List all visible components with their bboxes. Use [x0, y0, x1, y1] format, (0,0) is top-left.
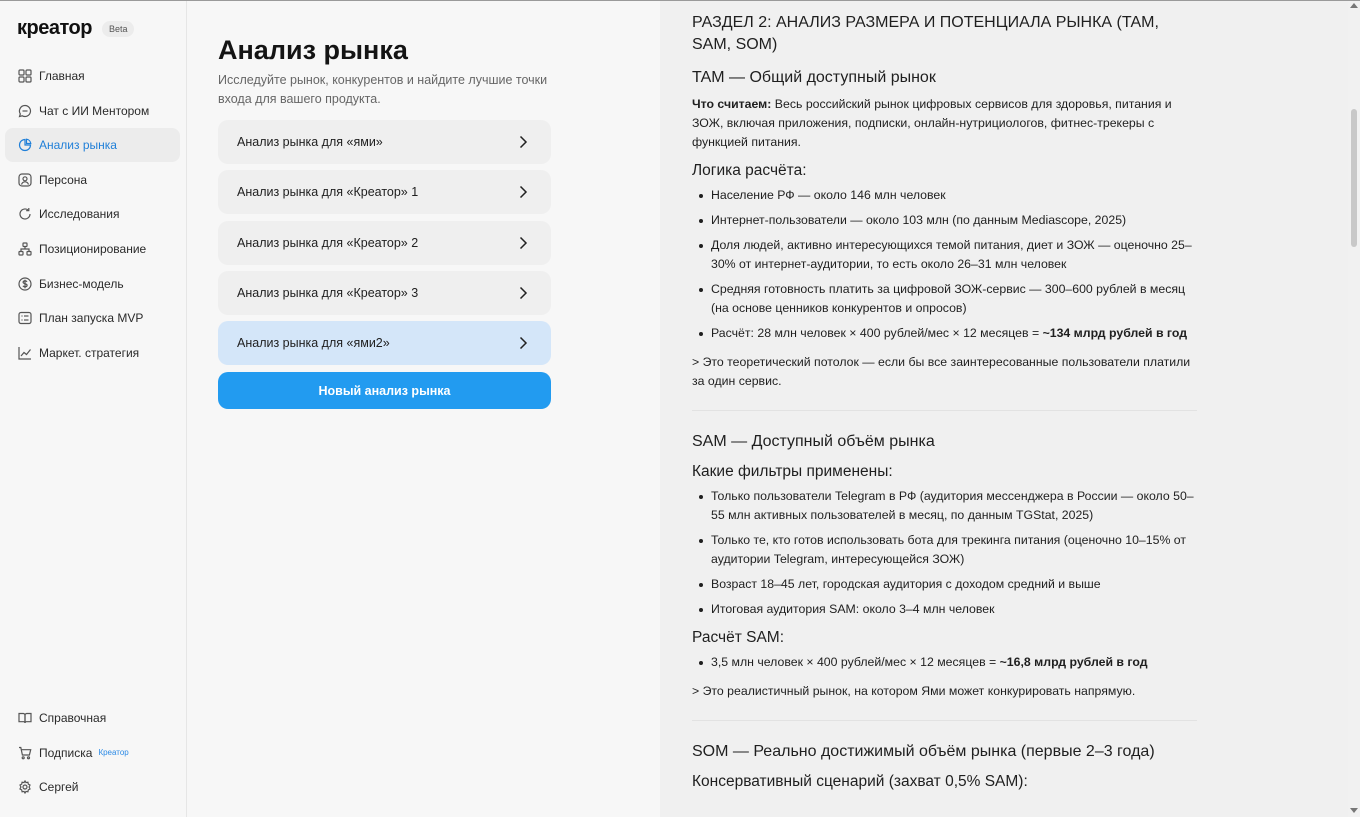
chevron-right-icon	[517, 236, 529, 250]
sidebar-item-positioning[interactable]	[5, 232, 180, 266]
sidebar-item-marketing-strategy[interactable]	[5, 336, 180, 370]
divider	[692, 720, 1197, 721]
tam-logic-heading: Логика расчёта:	[692, 162, 807, 179]
sidebar-item-business-model[interactable]	[5, 267, 180, 301]
tam-what-text: Весь российский рынок цифровых сервисов для здоровья, питания и ЗОЖ, включая приложения, подписки, онлайн-нутрициологов, фитнес-трекеры с функцией питания.	[692, 97, 1172, 149]
tam-what-label: Что считаем:	[692, 97, 772, 111]
sidebar-item-mvp-plan[interactable]	[5, 301, 180, 335]
page-subtitle: Исследуйте рынок, конкурентов и найдите лучшие точки входа для вашего продукта.	[218, 73, 548, 106]
divider	[692, 410, 1197, 411]
analysis-card[interactable]	[218, 170, 551, 214]
new-analysis-button[interactable]: Новый анализ рынка	[218, 372, 551, 409]
dollar-icon	[18, 277, 32, 291]
plan-badge: Креатор	[98, 748, 129, 758]
scroll-up-arrow[interactable]	[1350, 3, 1358, 8]
chevron-right-icon	[517, 336, 529, 350]
cart-icon	[18, 746, 32, 760]
sidebar-bottom-nav	[5, 701, 180, 805]
person-icon	[18, 173, 32, 187]
refresh-icon	[18, 207, 32, 221]
sidebar	[0, 1, 187, 817]
document-content	[692, 12, 1197, 797]
sidebar-nav	[5, 59, 180, 370]
scrollbar-thumb[interactable]	[1351, 109, 1357, 247]
brand[interactable]	[17, 17, 134, 40]
scroll-down-arrow[interactable]	[1350, 808, 1358, 813]
sidebar-item-subscription[interactable]	[5, 736, 180, 770]
analysis-list	[218, 120, 551, 371]
analysis-document[interactable]	[660, 1, 1348, 817]
list-item: Только пользователи Telegram в РФ (аудитория мессенджера в России — около 50–55 млн активных пользователей в месяц, по данным TGStat, 2025)	[692, 487, 1197, 525]
tam-calc-result: ~134 млрд рублей в год	[1042, 326, 1188, 340]
analysis-card-label: Анализ рынка для «Креатор» 2	[237, 235, 419, 250]
chevron-right-icon	[517, 135, 529, 149]
sidebar-item-profile[interactable]	[5, 770, 180, 804]
list-item: Доля людей, активно интересующихся темой питания, диет и ЗОЖ — оценочно 25–30% от интернет-аудитории, то есть около 26–31 млн человек	[692, 236, 1197, 274]
list-item: Население РФ — около 146 млн человек	[692, 186, 1197, 205]
tam-quote: > Это теоретический потолок — если бы все заинтересованные пользователи платили за один сервис.	[692, 355, 1191, 388]
sidebar-item-label: Чат с ИИ Ментором	[39, 103, 150, 118]
analysis-card-selected[interactable]	[218, 321, 551, 365]
hierarchy-icon	[18, 242, 32, 256]
sidebar-item-label: Главная	[39, 69, 85, 83]
sidebar-item-label: Справочная	[39, 711, 107, 725]
sidebar-item-persona[interactable]	[5, 163, 180, 197]
checklist-icon	[18, 311, 32, 325]
chat-icon	[18, 104, 32, 118]
sidebar-item-label: Подписка	[39, 745, 93, 760]
sidebar-item-label: Бизнес-модель	[39, 276, 124, 291]
brand-logo[interactable]: креатор	[17, 17, 92, 39]
list-item	[692, 653, 1197, 672]
sidebar-item-label: Позиционирование	[39, 241, 147, 256]
som-scenario-heading: Консервативный сценарий (захват 0,5% SAM):	[692, 773, 1028, 790]
list-item	[692, 324, 1197, 343]
analysis-card[interactable]	[218, 221, 551, 265]
sidebar-item-label: План запуска MVP	[39, 311, 144, 326]
sam-calc-result: ~16,8 млрд рублей в год	[999, 655, 1148, 669]
chevron-right-icon	[517, 185, 529, 199]
analysis-card[interactable]	[218, 120, 551, 164]
sam-bullets	[692, 487, 1197, 619]
list-item: Только те, кто готов использовать бота для трекинга питания (оценочно 10–15% от аудитории Telegram, интересующейся ЗОЖ)	[692, 531, 1197, 569]
sam-calc-list	[692, 653, 1197, 672]
sidebar-item-help[interactable]	[5, 701, 180, 735]
sidebar-item-label: Персона	[39, 172, 88, 187]
pie-chart-icon	[18, 138, 32, 152]
sidebar-item-label: Анализ рынка	[39, 138, 117, 153]
trend-chart-icon	[18, 346, 32, 360]
analysis-card[interactable]	[218, 271, 551, 315]
chevron-right-icon	[517, 286, 529, 300]
sidebar-item-research[interactable]	[5, 197, 180, 231]
grid-icon	[18, 69, 32, 83]
analysis-card-label: Анализ рынка для «Креатор» 3	[237, 285, 419, 300]
sam-calc-heading: Расчёт SAM:	[692, 629, 785, 646]
sidebar-item-label: Сергей	[39, 780, 79, 795]
sidebar-item-ai-mentor-chat[interactable]	[5, 94, 180, 128]
section-title: РАЗДЕЛ 2: АНАЛИЗ РАЗМЕРА И ПОТЕНЦИАЛА РЫНКА (TAM, SAM, SOM)	[692, 14, 1159, 53]
sam-calc-text: 3,5 млн человек × 400 рублей/мес × 12 месяцев =	[711, 655, 1000, 669]
list-item: Итоговая аудитория SAM: около 3–4 млн человек	[692, 600, 1197, 619]
sidebar-item-label: Маркет. стратегия	[39, 345, 140, 360]
sidebar-item-label: Исследования	[39, 207, 120, 222]
list-item: Интернет-пользователи — около 103 млн (по данным Mediascope, 2025)	[692, 211, 1197, 230]
document-scrollbar[interactable]	[1348, 1, 1360, 817]
tam-calc-text: Расчёт: 28 млн человек × 400 рублей/мес × 12 месяцев =	[711, 326, 1043, 340]
som-heading: SOM — Реально достижимый объём рынка (первые 2–3 года)	[692, 743, 1155, 760]
page-title: Анализ рынка	[218, 35, 408, 65]
sam-filters-heading: Какие фильтры применены:	[692, 463, 893, 480]
sidebar-item-home[interactable]	[5, 59, 180, 93]
tam-description	[692, 95, 1197, 152]
sam-heading: SAM — Доступный объём рынка	[692, 433, 935, 450]
list-item: Средняя готовность платить за цифровой ЗОЖ-сервис — 300–600 рублей в месяц (на основе ценников конкурентов и опросов)	[692, 280, 1197, 318]
analysis-card-label: Анализ рынка для «Креатор» 1	[237, 185, 419, 200]
analysis-card-label: Анализ рынка для «ями2»	[237, 336, 390, 351]
book-icon	[18, 711, 32, 725]
tam-bullets	[692, 186, 1197, 343]
sidebar-item-market-analysis[interactable]	[5, 128, 180, 162]
sam-quote: > Это реалистичный рынок, на котором Ями может конкурировать напрямую.	[692, 684, 1136, 698]
list-item: Возраст 18–45 лет, городская аудитория с доходом средний и выше	[692, 575, 1197, 594]
gear-icon	[18, 780, 32, 794]
tam-heading: TAM — Общий доступный рынок	[692, 69, 936, 86]
analysis-card-label: Анализ рынка для «ями»	[237, 135, 383, 149]
beta-badge: Beta	[102, 21, 135, 37]
